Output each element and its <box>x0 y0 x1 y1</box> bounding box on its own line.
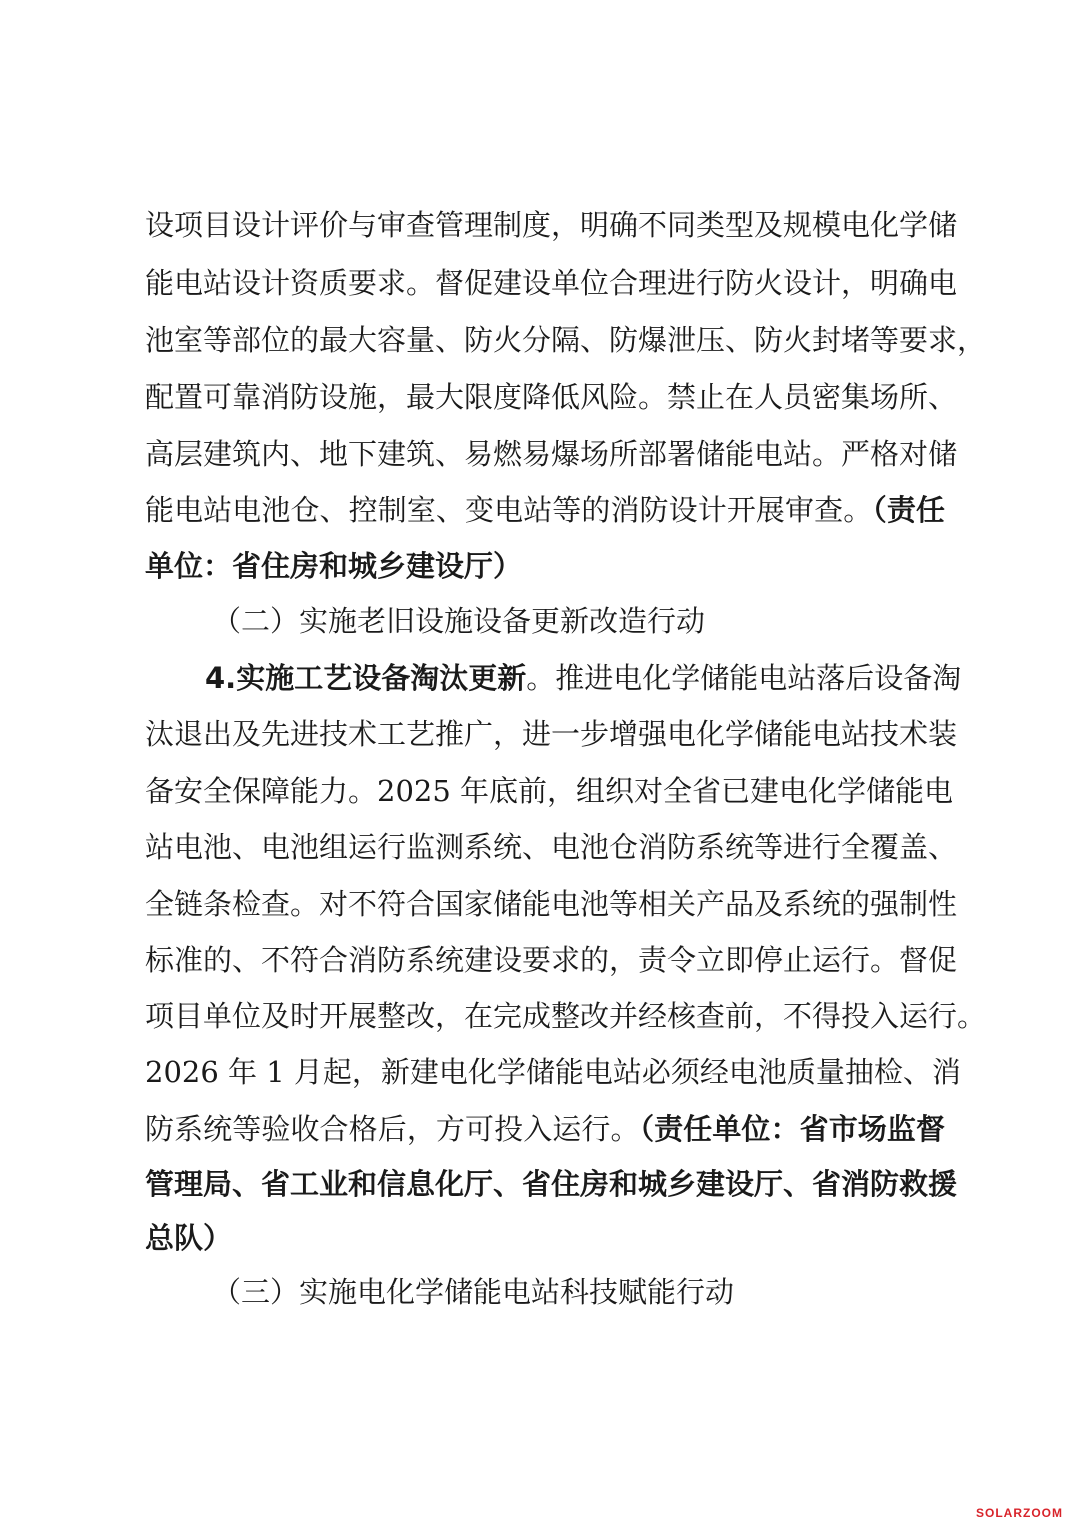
paragraph-line: 池室等部位的最大容量、防火分隔、防爆泄压、防火封堵等要求， <box>145 323 987 357</box>
responsibility-text: （责任单位：省市场监督 <box>639 1112 945 1146</box>
responsibility-line: 总队） <box>145 1221 233 1255</box>
paragraph-text: 防系统等验收合格后，方可投入运行。 <box>145 1112 640 1146</box>
item-title: 4.实施工艺设备淘汰更新 <box>205 661 527 695</box>
paragraph-line <box>145 1111 945 1147</box>
paragraph-line: 配置可靠消防设施，最大限度降低风险。禁止在人员密集场所、 <box>145 380 958 414</box>
responsibility-line: 单位：省住房和城乡建设厅） <box>145 549 523 583</box>
paragraph-line <box>145 492 945 528</box>
paragraph-line: 站电池、电池组运行监测系统、电池仓消防系统等进行全覆盖、 <box>145 830 958 864</box>
paragraph-line: 高层建筑内、地下建筑、易燃易爆场所部署储能电站。严格对储 <box>145 437 958 471</box>
responsibility-text: （责任 <box>872 493 945 527</box>
responsibility-line: 管理局、省工业和信息化厅、省住房和城乡建设厅、省消防救援 <box>145 1167 958 1201</box>
paragraph-line: 设项目设计评价与审查管理制度，明确不同类型及规模电化学储 <box>145 208 958 242</box>
paragraph-line: 项目单位及时开展整改，在完成整改并经核查前，不得投入运行。 <box>145 999 987 1033</box>
paragraph-line: 备安全保障能力。2025 年底前，组织对全省已建电化学储能电 <box>145 774 954 808</box>
watermark-logo: SOLARZOOM <box>976 1506 1063 1520</box>
paragraph-line: 能电站设计资质要求。督促建设单位合理进行防火设计，明确电 <box>145 266 958 300</box>
paragraph-line: 汰退出及先进技术工艺推广，进一步增强电化学储能电站技术装 <box>145 717 958 751</box>
paragraph-line: 2026 年 1 月起，新建电化学储能电站必须经电池质量抽检、消 <box>145 1055 961 1089</box>
paragraph-line <box>205 660 962 696</box>
paragraph-line: 全链条检查。对不符合国家储能电池等相关产品及系统的强制性 <box>145 887 958 921</box>
section-heading: （二）实施老旧设施设备更新改造行动 <box>212 604 706 638</box>
paragraph-line: 标准的、不符合消防系统建设要求的，责令立即停止运行。督促 <box>145 943 958 977</box>
paragraph-text: 。推进电化学储能电站落后设备淘 <box>526 661 962 695</box>
section-heading: （三）实施电化学储能电站科技赋能行动 <box>212 1275 735 1309</box>
paragraph-text: 能电站电池仓、控制室、变电站等的消防设计开展审查。 <box>145 493 873 527</box>
